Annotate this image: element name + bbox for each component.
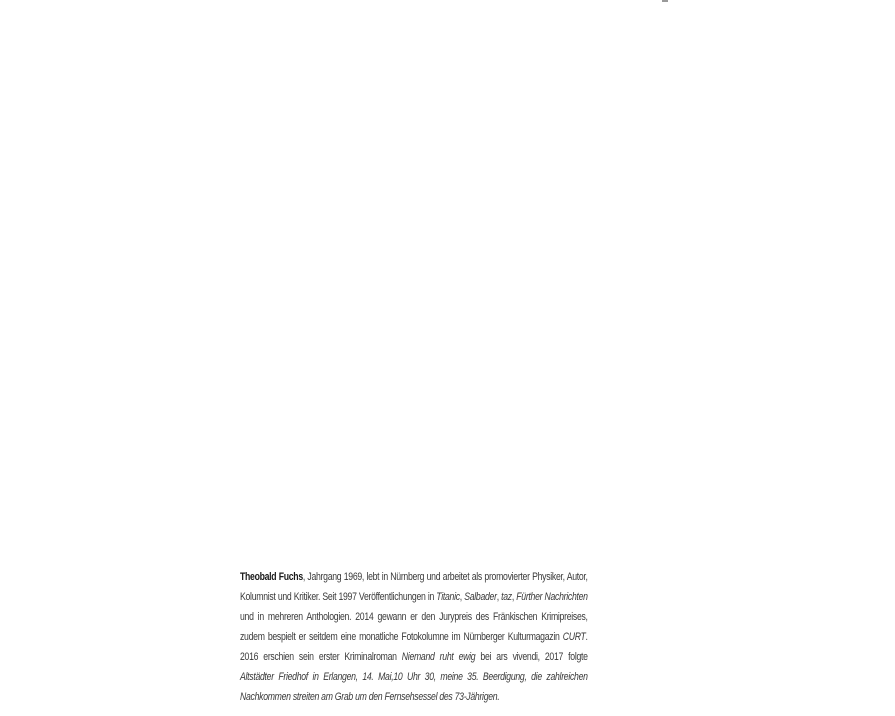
crop-mark [662, 0, 668, 2]
bio-text-2: und in mehreren Anthologien. 2014 gewann er den Jurypreis des Fränkischen Krimipreises, zudem bespielt er seitdem eine monatliche Fotokolumne im Nürnberger Kulturmagazin [240, 611, 588, 643]
publication-titanic: Titanic [436, 591, 460, 603]
publication-fuerther-nachrichten: Fürther Nachrichten [516, 591, 588, 603]
novel-title-2: Altstädter Friedhof in Erlangen, 14. Mai,10 Uhr 30, meine 35. Beerdigung, die zahlreichen Nachkommen streiten am Grab um den Fernsehsessel des 73-Jährigen. [240, 671, 588, 703]
separator: , [459, 591, 465, 603]
bio-text-1: , Jahrgang 1969, lebt in Nürnberg und arbeitet als promovierter Physiker, Autor, Kolumnist und Kritiker. Seit 1997 Veröffentlichungen in [240, 571, 588, 603]
publication-salbader: Salbader [464, 591, 497, 603]
novel-title-1: Niemand ruht ewig [401, 651, 476, 663]
author-name: Theobald Fuchs [240, 571, 303, 583]
separator: , [496, 591, 502, 603]
author-bio-paragraph [240, 567, 588, 707]
publication-taz: taz [501, 591, 512, 603]
separator: , [511, 591, 517, 603]
magazine-curt: CURT [562, 631, 586, 643]
bio-text-4: bei ars vivendi, 2017 folgte [475, 651, 588, 663]
bio-text-3: . 2016 erschien sein erster Kriminalroman [240, 631, 588, 663]
